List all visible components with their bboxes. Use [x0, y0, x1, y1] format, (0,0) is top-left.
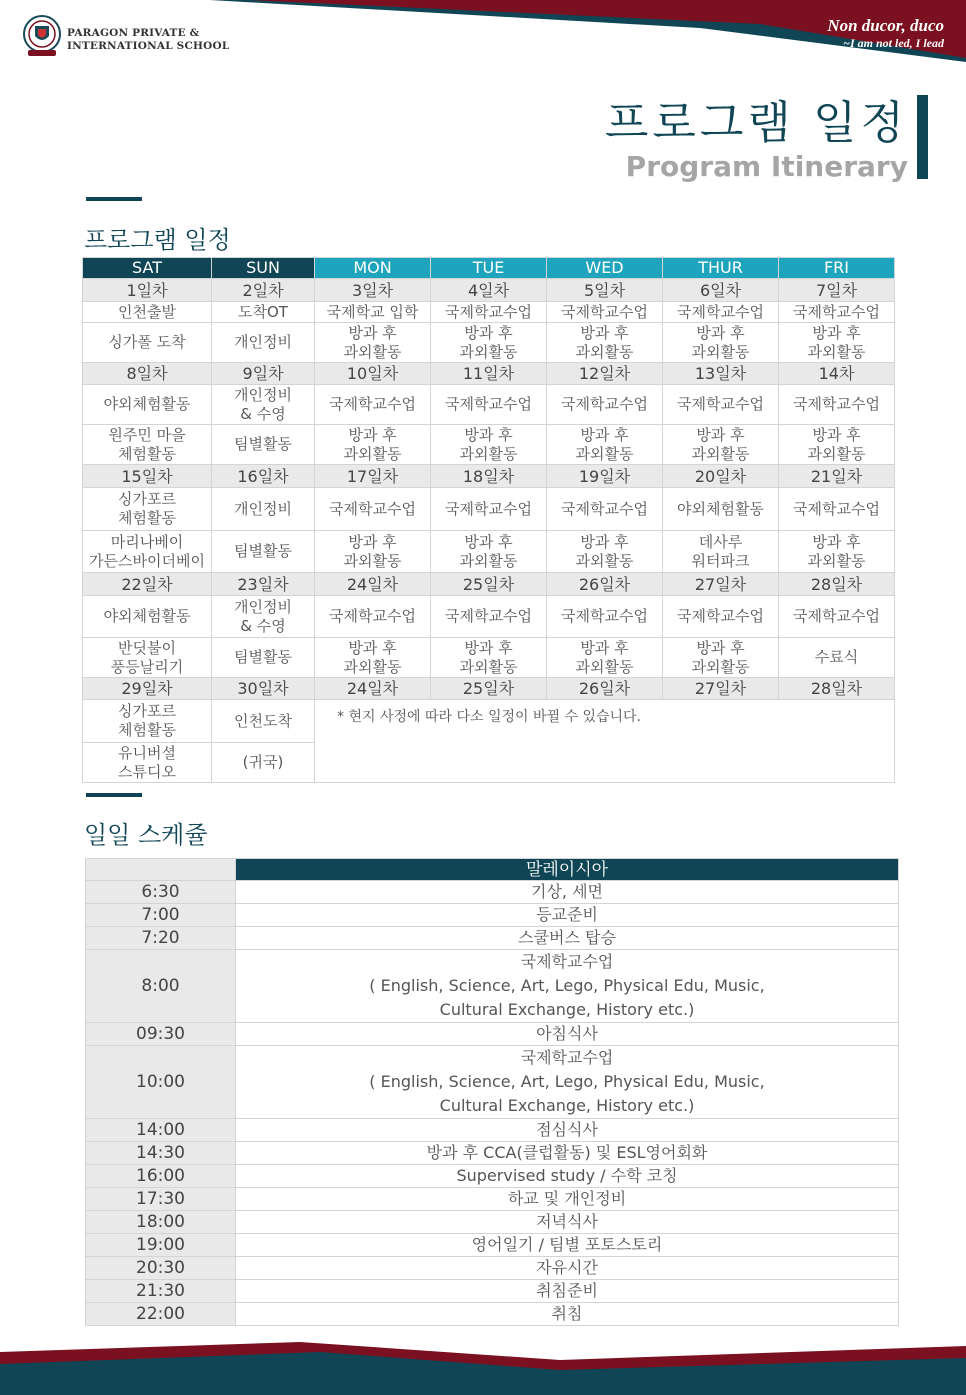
day-number: 7일차 [779, 279, 895, 302]
daily-section-rule [86, 793, 142, 797]
itinerary-header-row [83, 258, 895, 279]
schedule-cell [547, 638, 663, 678]
day-number: 27일차 [663, 573, 779, 596]
schedule-cell [83, 531, 212, 573]
cell-line: & 수영 [240, 404, 286, 423]
day-number: 22일차 [83, 573, 212, 596]
daily-row [86, 1142, 899, 1165]
schedule-cell [431, 425, 547, 465]
activity-cell: 자유시간 [236, 1257, 899, 1280]
daily-row [86, 927, 899, 950]
day-number: 24일차 [315, 573, 431, 596]
school-name-line1: PARAGON PRIVATE & [67, 27, 200, 39]
activity-cell: 등교준비 [236, 904, 899, 927]
schedule-cell: (귀국) [212, 743, 315, 783]
time-cell: 8:00 [86, 950, 236, 1023]
day-number: 21일차 [779, 465, 895, 488]
daily-row [86, 950, 899, 1023]
activity-cell: 아침식사 [236, 1023, 899, 1046]
daily-row [86, 1303, 899, 1326]
bottom-banner [0, 1338, 966, 1395]
cell-line: 풍등날리기 [110, 657, 184, 676]
activity-cell: 스쿨버스 탑승 [236, 927, 899, 950]
activity-cell: Supervised study / 수학 코칭 [236, 1165, 899, 1188]
cell-line: 과외활동 [575, 444, 634, 463]
day-number: 26일차 [547, 678, 663, 700]
time-cell: 7:00 [86, 904, 236, 927]
daily-row [86, 1211, 899, 1234]
schedule-row [83, 302, 895, 323]
schedule-cell [83, 425, 212, 465]
cell-line: 과외활동 [807, 551, 866, 570]
day-number: 1일차 [83, 279, 212, 302]
schedule-cell: 국제학교수업 [547, 385, 663, 425]
day-header-thur: THUR [663, 258, 779, 279]
day-number: 20일차 [663, 465, 779, 488]
activity-cell: 영어일기 / 팀별 포토스토리 [236, 1234, 899, 1257]
day-number: 15일차 [83, 465, 212, 488]
daily-schedule-table [85, 858, 899, 1326]
itinerary-section-rule [86, 197, 142, 201]
day-header-sat: SAT [83, 258, 212, 279]
cell-line: 방과 후 [580, 638, 629, 657]
cell-line: 과외활동 [343, 657, 402, 676]
day-number-row [83, 279, 895, 302]
day-number: 28일차 [779, 573, 895, 596]
schedule-cell: 국제학교수업 [315, 385, 431, 425]
schedule-cell: 수료식 [779, 638, 895, 678]
schedule-change-note: * 현지 사정에 따라 다소 일정이 바뀔 수 있습니다. [315, 700, 895, 783]
time-cell: 19:00 [86, 1234, 236, 1257]
schedule-cell [547, 323, 663, 363]
motto [827, 16, 944, 50]
cell-line: 방과 후 [464, 323, 513, 342]
schedule-cell [779, 531, 895, 573]
activity-cell: 방과 후 CCA(클럽활동) 및 ESL영어회화 [236, 1142, 899, 1165]
schedule-cell [663, 638, 779, 678]
time-cell: 6:30 [86, 881, 236, 904]
cell-line: 방과 후 [348, 638, 397, 657]
schedule-cell [83, 488, 212, 531]
schedule-cell [315, 425, 431, 465]
activity-cell: 취침준비 [236, 1280, 899, 1303]
schedule-cell [212, 385, 315, 425]
schedule-row [83, 531, 895, 573]
schedule-cell [315, 638, 431, 678]
cell-line: 과외활동 [691, 342, 750, 361]
motto-line2: ~I am not led, I lead [843, 36, 944, 50]
cell-line: 체험활동 [118, 444, 176, 463]
schedule-cell: 개인정비 [212, 488, 315, 531]
schedule-cell: 국제학교수업 [779, 302, 895, 323]
day-number: 19일차 [547, 465, 663, 488]
schedule-cell: 국제학교수업 [663, 302, 779, 323]
cell-line: 방과 후 [464, 532, 513, 551]
schedule-cell: 야외체험활동 [83, 385, 212, 425]
cell-line: 방과 후 [696, 323, 745, 342]
day-header-fri: FRI [779, 258, 895, 279]
day-number: 3일차 [315, 279, 431, 302]
day-number: 27일차 [663, 678, 779, 700]
cell-line: 방과 후 [812, 323, 861, 342]
schedule-cell: 국제학교수업 [431, 385, 547, 425]
schedule-cell [83, 700, 212, 743]
activity-detail: Cultural Exchange, History etc.) [439, 1000, 695, 1019]
schedule-cell [431, 323, 547, 363]
title-accent-bar [917, 95, 928, 179]
cell-line: 가든스바이더베이 [89, 551, 205, 570]
schedule-cell: 국제학교수업 [779, 596, 895, 638]
schedule-row [83, 700, 895, 743]
schedule-cell [663, 531, 779, 573]
schedule-row [83, 425, 895, 465]
schedule-cell [663, 425, 779, 465]
schedule-cell [779, 425, 895, 465]
cell-line: 유니버셜 [118, 743, 176, 762]
schedule-cell: 국제학교수업 [431, 596, 547, 638]
schedule-cell: 인천도착 [212, 700, 315, 743]
day-number: 17일차 [315, 465, 431, 488]
cell-line: 과외활동 [807, 444, 866, 463]
cell-line: 싱가포르 [118, 490, 176, 508]
day-header-tue: TUE [431, 258, 547, 279]
schedule-cell: 국제학교수업 [431, 488, 547, 531]
schedule-cell: 국제학교수업 [315, 596, 431, 638]
daily-row [86, 1046, 899, 1119]
schedule-cell: 국제학교수업 [431, 302, 547, 323]
cell-line: 워터파크 [691, 551, 750, 570]
schedule-row [83, 638, 895, 678]
schedule-cell [779, 323, 895, 363]
cell-line: 방과 후 [580, 323, 629, 342]
location-header: 말레이시아 [236, 859, 899, 881]
cell-line: 방과 후 [696, 638, 745, 657]
day-number: 23일차 [212, 573, 315, 596]
cell-line: 방과 후 [464, 638, 513, 657]
schedule-cell [547, 425, 663, 465]
activity-cell [236, 1046, 899, 1119]
time-cell: 21:30 [86, 1280, 236, 1303]
daily-row [86, 904, 899, 927]
cell-line: & 수영 [240, 616, 286, 635]
activity-detail: ( English, Science, Art, Lego, Physical Edu, Music, [369, 976, 765, 995]
motto-line1: Non ducor, duco [827, 16, 944, 35]
schedule-row [83, 596, 895, 638]
schedule-cell: 야외체험활동 [663, 488, 779, 531]
activity-detail: ( English, Science, Art, Lego, Physical Edu, Music, [369, 1072, 765, 1091]
cell-line: 과외활동 [459, 342, 518, 361]
school-name [67, 27, 229, 53]
school-crest-logo [22, 14, 62, 58]
cell-line: 스튜디오 [118, 762, 176, 781]
daily-row [86, 1119, 899, 1142]
schedule-cell [212, 596, 315, 638]
time-header-blank [86, 859, 236, 881]
schedule-cell [315, 323, 431, 363]
day-number-row [83, 678, 895, 700]
cell-line: 마리나베이 [110, 532, 184, 551]
day-number: 26일차 [547, 573, 663, 596]
cell-line: 과외활동 [575, 657, 634, 676]
time-cell: 14:30 [86, 1142, 236, 1165]
schedule-cell: 국제학교수업 [315, 488, 431, 531]
school-name-line2: INTERNATIONAL SCHOOL [67, 40, 230, 52]
day-number: 29일차 [83, 678, 212, 700]
cell-line: 체험활동 [118, 721, 176, 739]
itinerary-section-title: 프로그램 일정 [84, 226, 231, 254]
schedule-cell: 국제학교 입학 [315, 302, 431, 323]
schedule-cell: 국제학교수업 [779, 385, 895, 425]
day-number: 4일차 [431, 279, 547, 302]
cell-line: 싱가포르 [118, 702, 176, 720]
schedule-cell [83, 638, 212, 678]
cell-line: 과외활동 [459, 657, 518, 676]
day-number: 10일차 [315, 363, 431, 385]
time-cell: 17:30 [86, 1188, 236, 1211]
cell-line: 방과 후 [696, 425, 745, 444]
cell-line: 과외활동 [691, 657, 750, 676]
activity-cell [236, 950, 899, 1023]
time-cell: 7:20 [86, 927, 236, 950]
cell-line: 방과 후 [464, 425, 513, 444]
daily-row [86, 1165, 899, 1188]
activity-title: 국제학교수업 [520, 1048, 614, 1067]
schedule-cell: 국제학교수업 [547, 596, 663, 638]
schedule-row [83, 488, 895, 531]
day-number: 28일차 [779, 678, 895, 700]
schedule-cell: 도착OT [212, 302, 315, 323]
cell-line: 과외활동 [459, 444, 518, 463]
schedule-cell: 국제학교수업 [547, 488, 663, 531]
time-cell: 14:00 [86, 1119, 236, 1142]
time-cell: 18:00 [86, 1211, 236, 1234]
daily-section-title: 일일 스케쥴 [84, 821, 208, 849]
day-header-sun: SUN [212, 258, 315, 279]
page-title-korean: 프로그램 일정 [604, 96, 908, 149]
cell-line: 방과 후 [812, 532, 861, 551]
activity-cell: 기상, 세면 [236, 881, 899, 904]
day-number: 25일차 [431, 573, 547, 596]
cell-line: 과외활동 [807, 342, 866, 361]
daily-row [86, 1280, 899, 1303]
schedule-cell [315, 531, 431, 573]
cell-line: 과외활동 [575, 551, 634, 570]
day-number: 12일차 [547, 363, 663, 385]
schedule-cell: 국제학교수업 [547, 302, 663, 323]
day-number: 14차 [779, 363, 895, 385]
schedule-cell [431, 531, 547, 573]
schedule-row [83, 323, 895, 363]
cell-line: 과외활동 [691, 444, 750, 463]
day-number: 24일차 [315, 678, 431, 700]
time-cell: 22:00 [86, 1303, 236, 1326]
schedule-cell: 국제학교수업 [663, 596, 779, 638]
time-cell: 16:00 [86, 1165, 236, 1188]
cell-line: 과외활동 [343, 342, 402, 361]
itinerary-table [82, 257, 895, 783]
time-cell: 09:30 [86, 1023, 236, 1046]
cell-line: 과외활동 [343, 444, 402, 463]
daily-row [86, 1257, 899, 1280]
activity-cell: 하교 및 개인정비 [236, 1188, 899, 1211]
schedule-cell [83, 743, 212, 783]
cell-line: 데사루 [698, 532, 743, 551]
schedule-cell: 국제학교수업 [779, 488, 895, 531]
daily-row [86, 881, 899, 904]
schedule-cell: 싱가폴 도착 [83, 323, 212, 363]
page-title-english: Program Itinerary [625, 150, 908, 183]
day-number: 11일차 [431, 363, 547, 385]
schedule-cell [431, 638, 547, 678]
cell-line: 과외활동 [459, 551, 518, 570]
schedule-cell: 팀별활동 [212, 425, 315, 465]
daily-row [86, 1023, 899, 1046]
cell-line: 방과 후 [812, 425, 861, 444]
schedule-cell: 개인정비 [212, 323, 315, 363]
activity-detail: Cultural Exchange, History etc.) [439, 1096, 695, 1115]
schedule-cell: 팀별활동 [212, 531, 315, 573]
schedule-cell: 야외체험활동 [83, 596, 212, 638]
activity-cell: 점심식사 [236, 1119, 899, 1142]
day-number: 25일차 [431, 678, 547, 700]
schedule-cell: 국제학교수업 [663, 385, 779, 425]
daily-header-row [86, 859, 899, 881]
time-cell: 20:30 [86, 1257, 236, 1280]
day-number: 2일차 [212, 279, 315, 302]
daily-row [86, 1234, 899, 1257]
day-number: 6일차 [663, 279, 779, 302]
day-number: 16일차 [212, 465, 315, 488]
day-number: 9일차 [212, 363, 315, 385]
cell-line: 반딧불이 [118, 638, 176, 657]
activity-cell: 저녁식사 [236, 1211, 899, 1234]
day-header-wed: WED [547, 258, 663, 279]
schedule-cell [547, 531, 663, 573]
activity-cell: 취침 [236, 1303, 899, 1326]
day-number: 13일차 [663, 363, 779, 385]
day-number-row [83, 363, 895, 385]
schedule-row [83, 385, 895, 425]
day-number: 18일차 [431, 465, 547, 488]
time-cell: 10:00 [86, 1046, 236, 1119]
cell-line: 방과 후 [580, 425, 629, 444]
day-number: 30일차 [212, 678, 315, 700]
schedule-cell: 팀별활동 [212, 638, 315, 678]
cell-line: 방과 후 [348, 425, 397, 444]
day-number: 5일차 [547, 279, 663, 302]
cell-line: 개인정비 [234, 385, 292, 404]
day-number-row [83, 573, 895, 596]
cell-line: 방과 후 [580, 532, 629, 551]
day-number: 8일차 [83, 363, 212, 385]
activity-title: 국제학교수업 [520, 952, 614, 971]
cell-line: 방과 후 [348, 323, 397, 342]
cell-line: 원주민 마을 [108, 425, 186, 444]
cell-line: 체험활동 [118, 509, 176, 527]
daily-row [86, 1188, 899, 1211]
cell-line: 과외활동 [343, 551, 402, 570]
cell-line: 방과 후 [348, 532, 397, 551]
cell-line: 과외활동 [575, 342, 634, 361]
day-header-mon: MON [315, 258, 431, 279]
day-number-row [83, 465, 895, 488]
schedule-cell [663, 323, 779, 363]
cell-line: 개인정비 [234, 597, 292, 616]
schedule-cell: 인천출발 [83, 302, 212, 323]
